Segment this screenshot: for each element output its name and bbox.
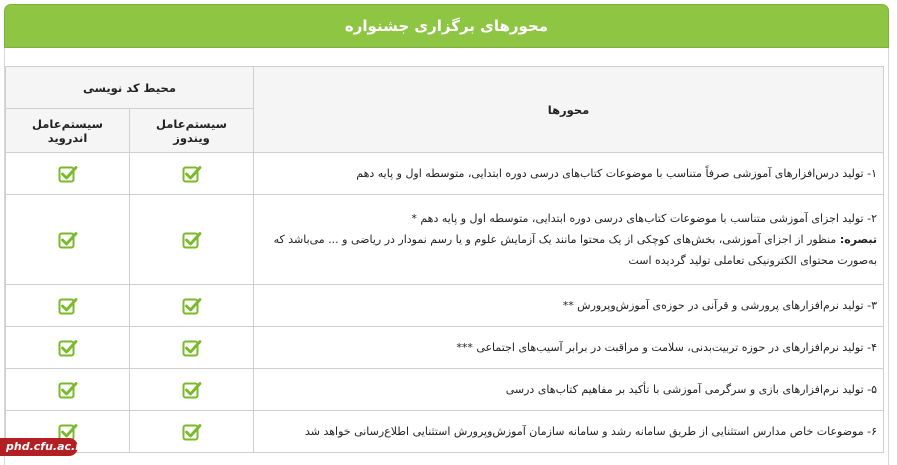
android-check-cell: [6, 369, 130, 411]
section-title: محورهای برگزاری جشنواره: [344, 17, 549, 35]
site-watermark: phd.cfu.ac.ir: [0, 438, 78, 456]
header-coding-env: محیط کد نویسی: [6, 67, 254, 109]
row-text: ۶- موضوعات خاص مدارس استثنایی از طریق سامانه رشد و سامانه سازمان آموزش‌وپرورش استثنایی اطلاع‌رسانی خواهد شد: [254, 411, 884, 453]
check-box-icon: [58, 167, 78, 180]
table-row: [6, 369, 884, 411]
festival-axes-table: [5, 66, 884, 453]
row-text: ۱- تولید درس‌افزارهای آموزشی صرفاً متناسب با موضوعات کتاب‌های درسی دوره ابتدایی، متوسطه اول و پایه دهم: [254, 153, 884, 195]
android-check-cell: [6, 153, 130, 195]
android-check-cell: [6, 285, 130, 327]
table-row: [6, 327, 884, 369]
android-check-cell: [6, 195, 130, 285]
check-box-icon: [182, 299, 202, 312]
windows-check-cell: [130, 153, 254, 195]
check-box-icon: [58, 341, 78, 354]
check-box-icon: [182, 341, 202, 354]
table-row: [6, 411, 884, 453]
table-row: [6, 195, 884, 285]
check-box-icon: [182, 383, 202, 396]
table-row: [6, 285, 884, 327]
check-box-icon: [182, 233, 202, 246]
header-axes: محورها: [254, 67, 884, 153]
row-note: [260, 229, 877, 271]
table-row: [6, 153, 884, 195]
check-box-icon: [182, 167, 202, 180]
row-text-cell: [254, 195, 884, 285]
windows-check-cell: [130, 327, 254, 369]
note-label: تبصره:: [839, 233, 878, 246]
windows-check-cell: [130, 411, 254, 453]
check-box-icon: [58, 299, 78, 312]
row-text: ۲- تولید اجزای آموزشی متناسب با موضوعات کتاب‌های درسی دوره ابتدایی، متوسطه اول و پایه دهم *: [411, 212, 878, 225]
windows-check-cell: [130, 369, 254, 411]
row-text: ۳- تولید نرم‌افزارهای پرورشی و قرآنی در حوزه‌ی آموزش‌وپرورش **: [254, 285, 884, 327]
windows-check-cell: [130, 285, 254, 327]
check-box-icon: [58, 425, 78, 438]
check-box-icon: [58, 233, 78, 246]
windows-check-cell: [130, 195, 254, 285]
header-windows: سیستم‌عامل ویندوز: [130, 109, 254, 153]
check-box-icon: [58, 383, 78, 396]
row-text: ۴- تولید نرم‌افزارهای در حوزه تربیت‌بدنی، سلامت و مراقبت در برابر آسیب‌های اجتماعی ***: [254, 327, 884, 369]
header-android: سیستم‌عامل اندروید: [6, 109, 130, 153]
android-check-cell: [6, 327, 130, 369]
note-text: منظور از اجزای آموزشی، بخش‌های کوچکی از یک محتوا مانند یک آزمایش علوم و یا رسم نمودار در ریاضی و ... می‌باشد که به‌صورت محتوای الکترونیکی تعاملی تولید گردیده است: [273, 233, 878, 267]
row-text: ۵- تولید نرم‌افزارهای بازی و سرگرمی آموزشی با تأکید بر مفاهیم کتاب‌های درسی: [254, 369, 884, 411]
check-box-icon: [182, 425, 202, 438]
section-header: [4, 4, 889, 48]
